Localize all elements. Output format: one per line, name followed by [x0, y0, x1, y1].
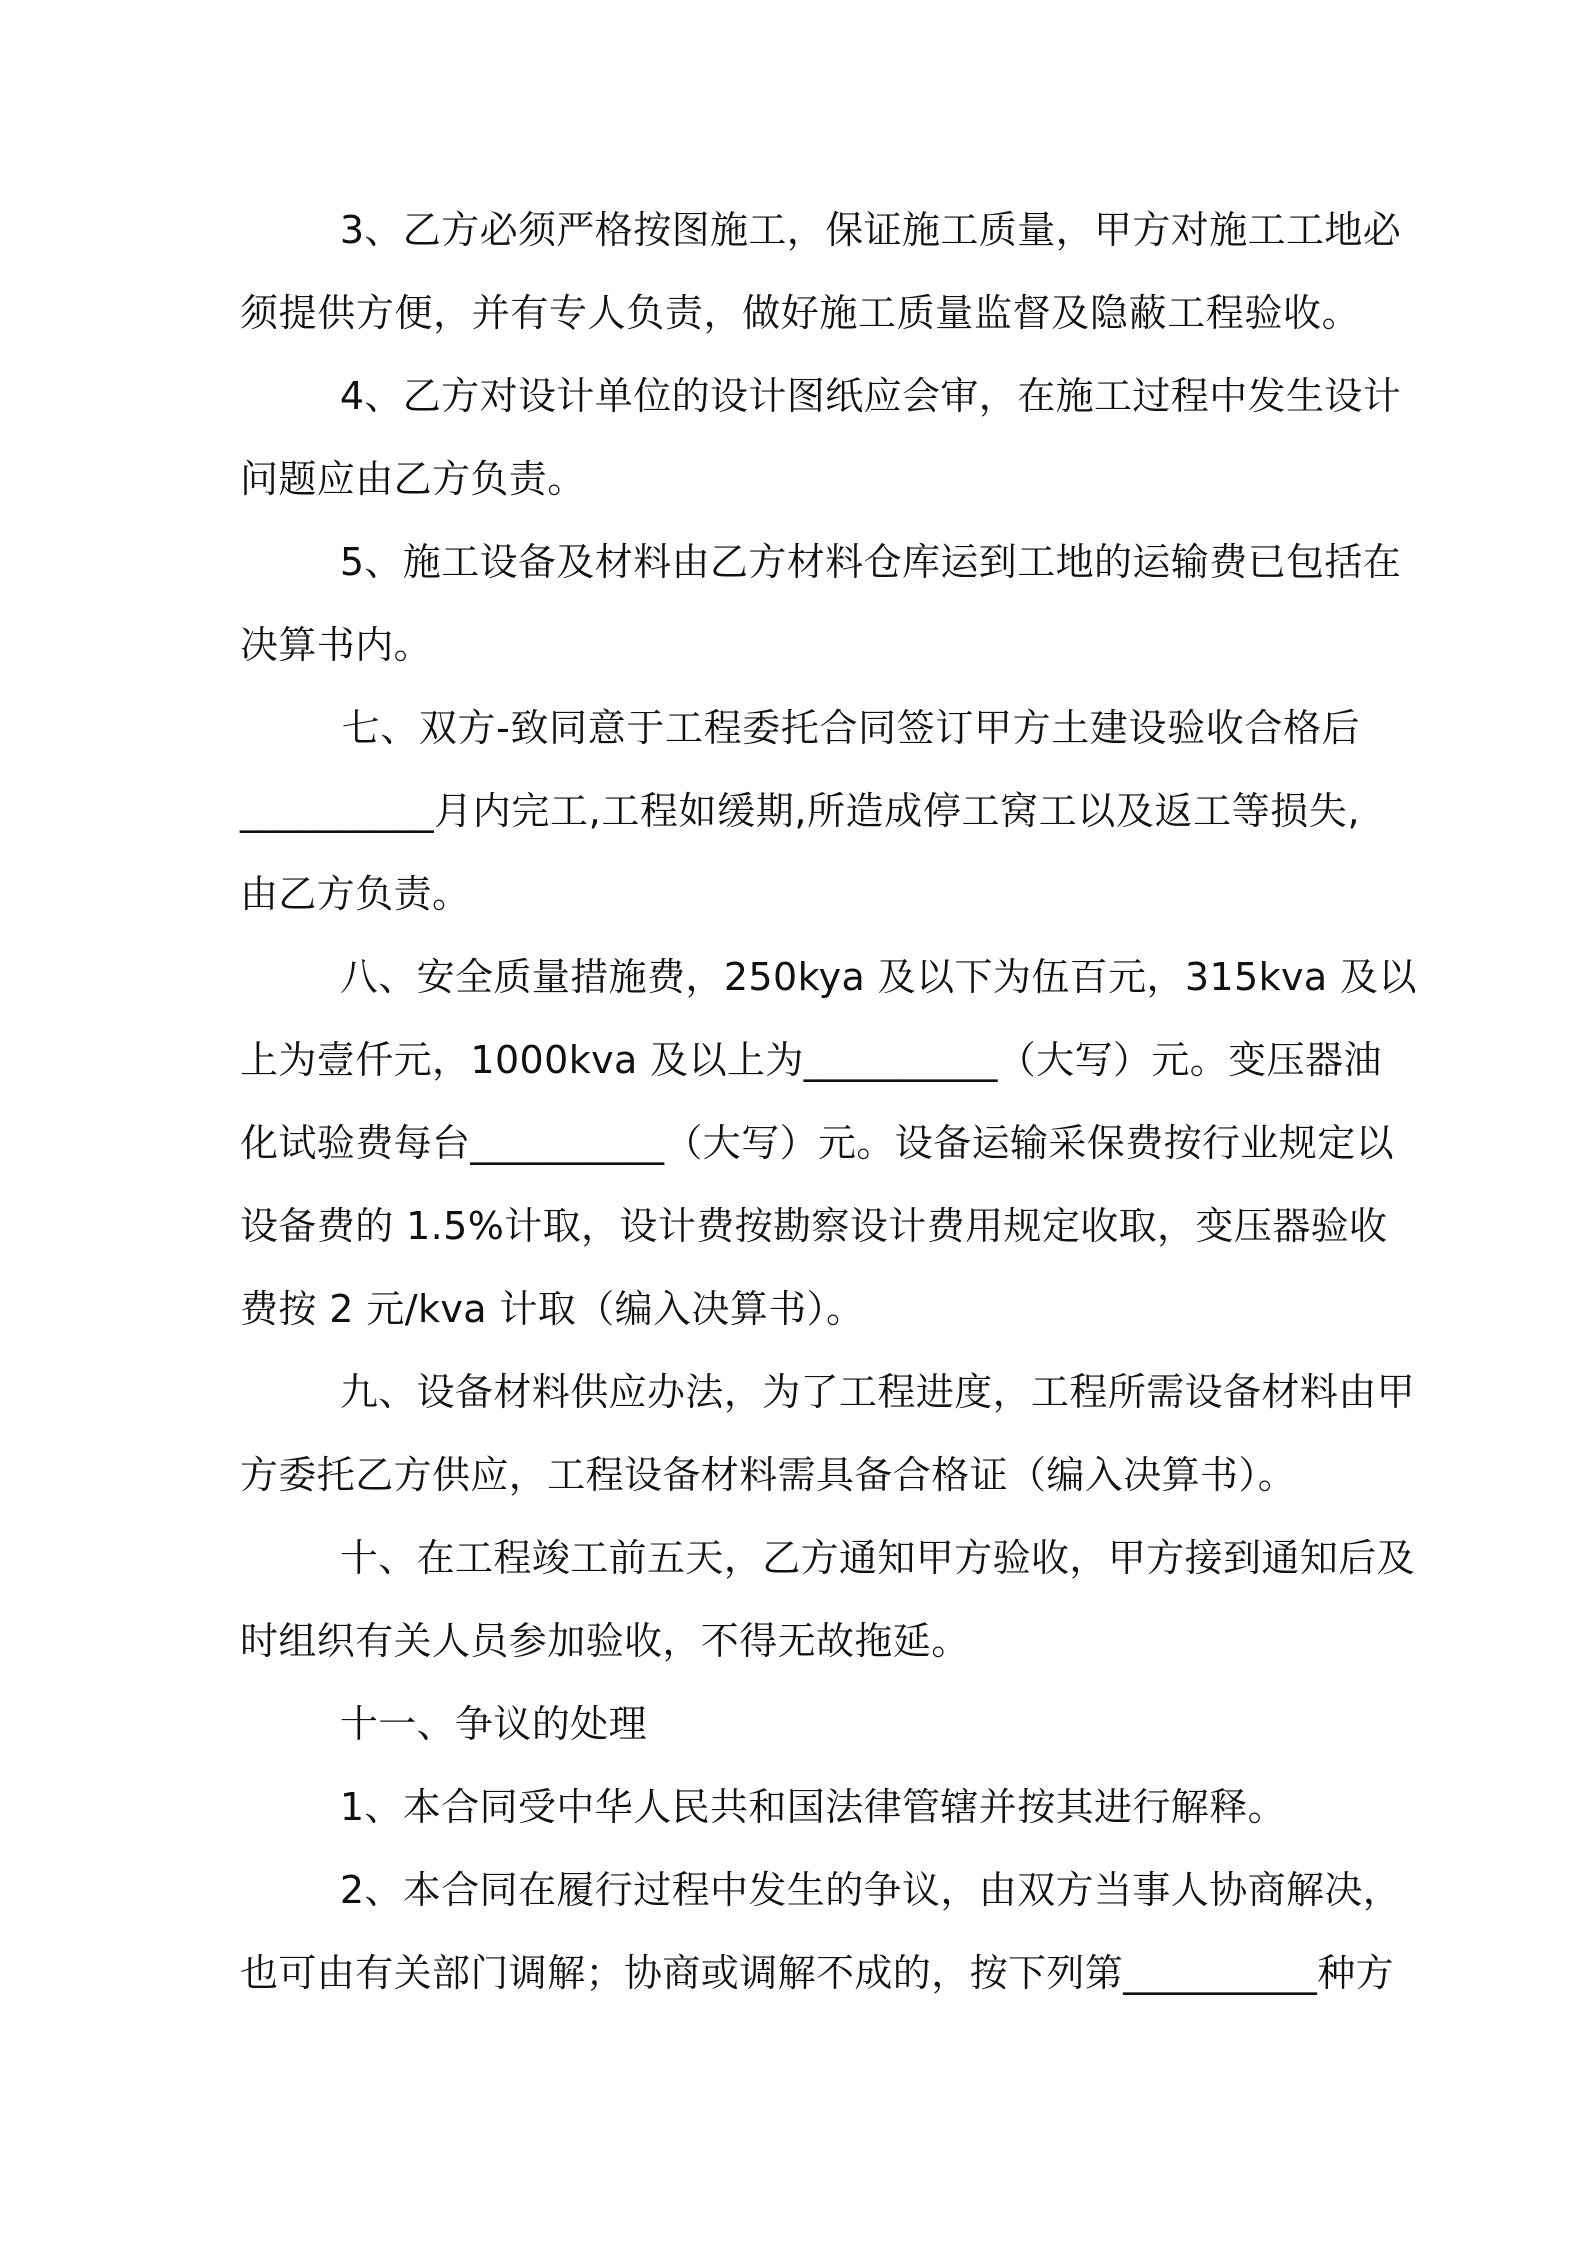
text-line: 也可由有关部门调解；协商或调解不成的，按下列第__________种方: [240, 1951, 1395, 1995]
text-line: 方委托乙方供应，工程设备材料需具备合格证（编入决算书）。: [240, 1453, 1297, 1497]
text-line: 设备费的 1.5%计取，设计费按勘察设计费用规定收取，变压器验收: [240, 1204, 1388, 1248]
text-line: 5、施工设备及材料由乙方材料仓库运到工地的运输费已包括在: [240, 540, 1402, 584]
section-heading: 十一、争议的处理: [240, 1702, 648, 1746]
text-line: 1、本合同受中华人民共和国法律管辖并按其进行解释。: [240, 1785, 1287, 1829]
text-line: 须提供方便，并有专人负责，做好施工质量监督及隐蔽工程验收。: [240, 291, 1360, 335]
text-line: 问题应由乙方负责。: [240, 457, 586, 501]
text-line: 由乙方负责。: [240, 872, 471, 916]
text-line: 化试验费每台__________（大写）元。设备运输采保费按行业规定以: [240, 1121, 1395, 1165]
text-line: 八、安全质量措施费，250kya 及以下为伍百元，315kva 及以: [240, 955, 1417, 999]
text-line: __________月内完工,工程如缓期,所造成停工窝工以及返工等损失,: [240, 789, 1360, 833]
text-line: 4、乙方对设计单位的设计图纸应会审，在施工过程中发生设计: [240, 374, 1402, 418]
text-line: 九、设备材料供应办法，为了工程进度，工程所需设备材料由甲: [240, 1370, 1416, 1414]
text-line: 费按 2 元/kva 计取（编入决算书）。: [240, 1287, 865, 1331]
text-line: 决算书内。: [240, 623, 433, 667]
text-line: 上为壹仟元，1000kva 及以上为__________（大写）元。变压器油: [240, 1038, 1382, 1082]
text-line: 七、双方-致同意于工程委托合同签订甲方土建设验收合格后: [240, 706, 1360, 750]
text-line: 2、本合同在履行过程中发生的争议，由双方当事人协商解决，: [240, 1868, 1402, 1912]
text-line: 十、在工程竣工前五天，乙方通知甲方验收，甲方接到通知后及: [240, 1536, 1416, 1580]
text-line: 3、乙方必须严格按图施工，保证施工质量，甲方对施工工地必: [240, 208, 1402, 252]
text-line: 时组织有关人员参加验收，不得无故拖延。: [240, 1619, 970, 1663]
